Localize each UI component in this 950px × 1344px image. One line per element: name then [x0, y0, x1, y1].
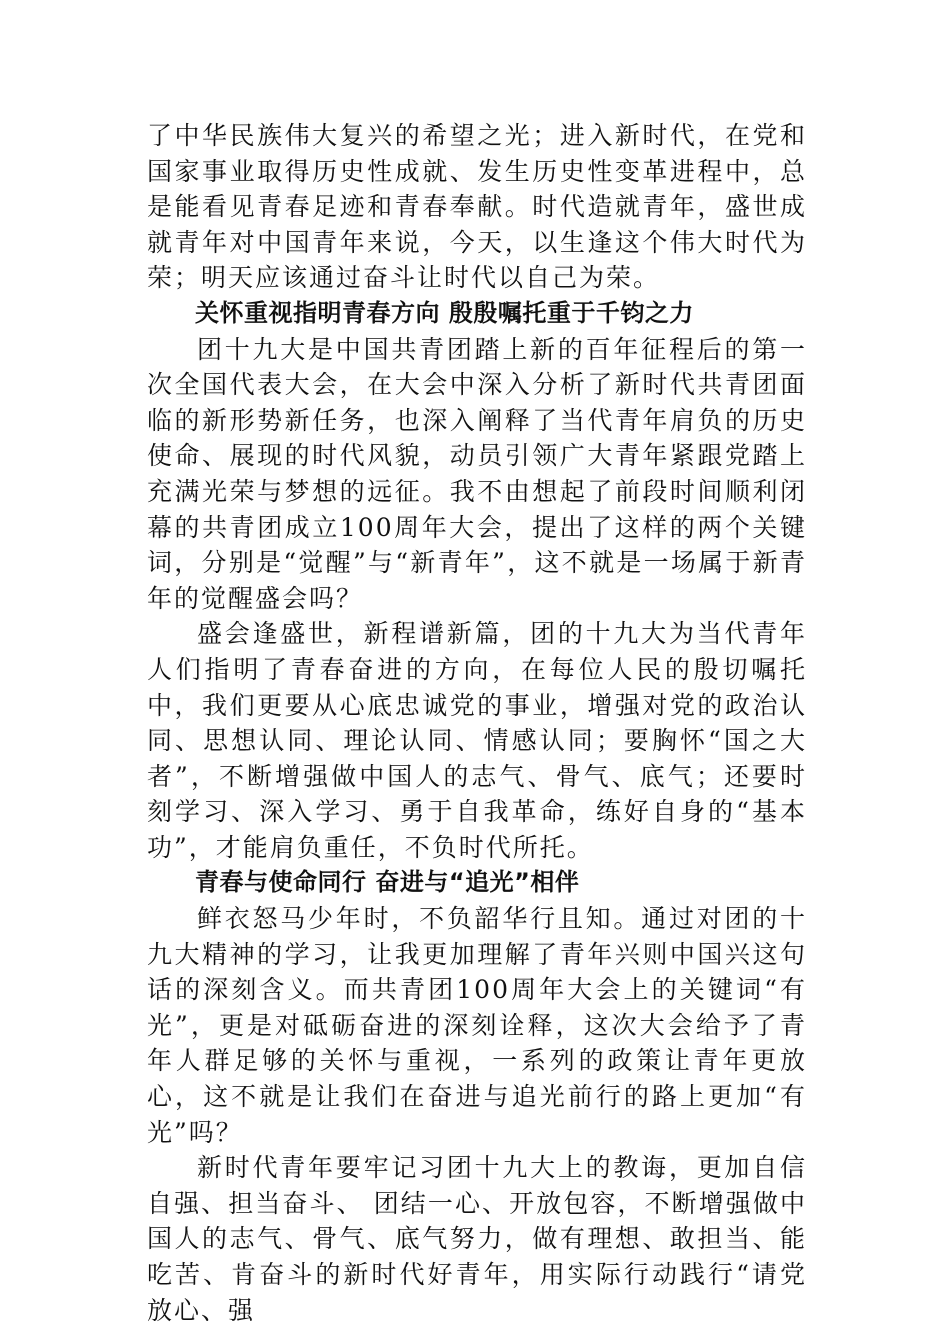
paragraph: 盛会逢盛世，新程谱新篇，团的十九大为当代青年人们指明了青春奋进的方向，在每位人民的殷切嘱托中，我们更要从心底忠诚党的事业，增强对党的政治认同、思想认同、理论认同、情感认同；要胸怀“国之大者”，不断增强做中国人的志气、骨气、底气；还要时刻学习、深入学习、勇于自我革命，练好自身的“基本功”，才能肩负重任，不负时代所托。 — [147, 619, 807, 862]
paragraph-continued: 了中华民族伟大复兴的希望之光；进入新时代，在党和国家事业取得历史性成就、发生历史性变革进程中，总是能看见青春足迹和青春奉献。时代造就青年，盛世成就青年对中国青年来说，今天，以生逢这个伟大时代为荣；明天应该通过奋斗让时代以自己为荣。 — [147, 121, 807, 293]
document-page — [147, 118, 807, 1328]
paragraph: 鲜衣怒马少年时，不负韶华行且知。通过对团的十九大精神的学习，让我更加理解了青年兴则中国兴这句话的深刻含义。而共青团100周年大会上的关键词“有光”，更是对砥砺奋进的深刻诠释，这次大会给予了青年人群足够的关怀与重视，一系列的政策让青年更放心，这不就是让我们在奋进与追光前行的路上更加“有光”吗？ — [147, 904, 807, 1147]
section-heading-1: 关怀重视指明青春方向 殷殷嘱托重于千钧之力 — [195, 298, 694, 327]
section-heading-2: 青春与使命同行 奋进与“追光”相伴 — [195, 868, 580, 897]
paragraph: 团十九大是中国共青团踏上新的百年征程后的第一次全国代表大会，在大会中深入分析了新时代共青团面临的新形势新任务，也深入阐释了当代青年肩负的历史使命、展现的时代风貌，动员引领广大青年紧跟党踏上充满光荣与梦想的远征。我不由想起了前段时间顺利闭幕的共青团成立100周年大会，提出了这样的两个关键词，分别是“觉醒”与“新青年”，这不就是一场属于新青年的觉醒盛会吗？ — [147, 334, 807, 613]
paragraph: 新时代青年要牢记习团十九大上的教诲，更加自信自强、担当奋斗、 团结一心、开放包容，不断增强做中国人的志气、骨气、底气努力，做有理想、敢担当、能吃苦、肯奋斗的新时代好青年，用实际行动践行“请党放心、强 — [147, 1153, 807, 1325]
